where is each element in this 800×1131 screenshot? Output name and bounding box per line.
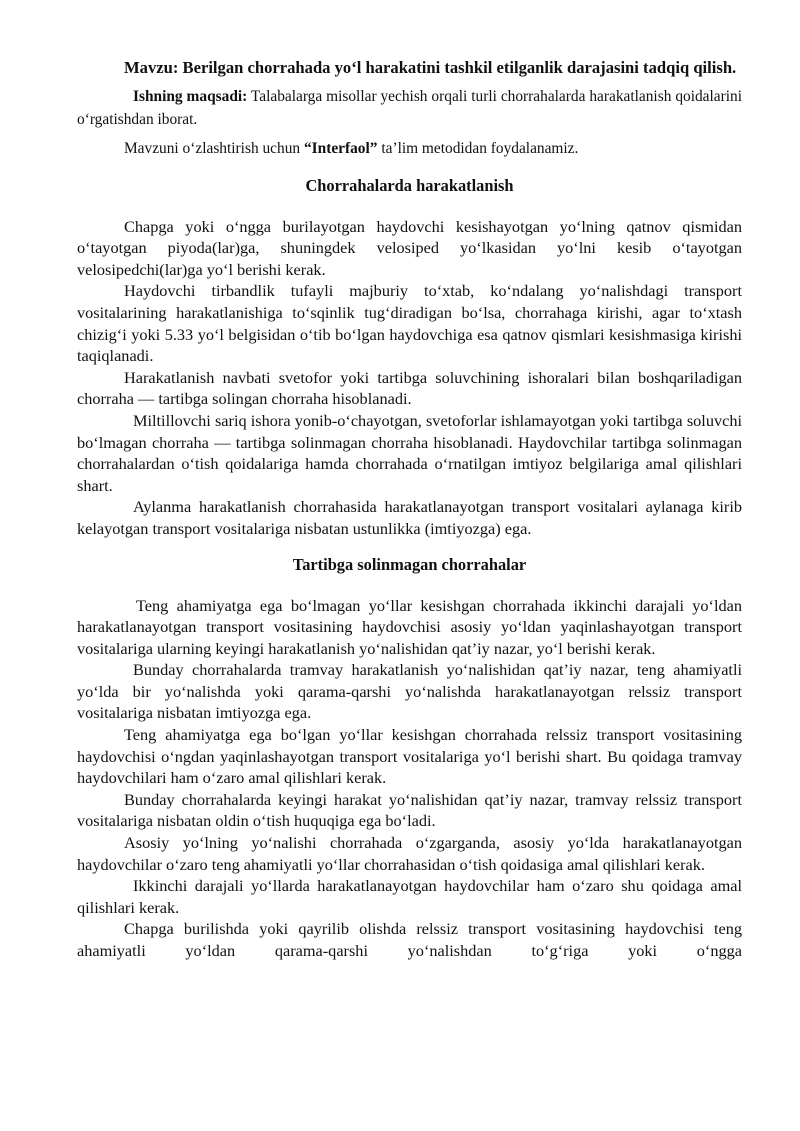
- method-bold: “Interfaol”: [303, 140, 378, 157]
- section1-heading: Chorrahalarda harakatlanish: [305, 175, 514, 195]
- topic-title: Mavzu: Berilgan chorrahada yo‘l harakatini tashkil etilganlik darajasini tadqiq qilish.: [124, 58, 737, 77]
- section2-paragraph: Bunday chorrahalarda keyingi harakat yo‘nalishidan qat’iy nazar, tramvay relssiz transport vositalariga nisbatan oldin o‘tish huquqiga ega bo‘ladi.: [77, 789, 742, 831]
- section1-paragraph: Haydovchi tirbandlik tufayli majburiy to‘xtab, ko‘ndalang yo‘nalishdagi transport vositalarining harakatlanishiga to‘sqinlik tug‘diradigan bo‘lsa, chorrahaga kirishi, agar to‘xtash chizig‘i yoki 5.33 yo‘l belgisidan o‘tib bo‘lgan haydovchiga esa qatnov qismlari kesishmasiga kirishi taqiqlanadi.: [77, 281, 742, 366]
- method-paragraph: [77, 138, 742, 160]
- section2-paragraph: Ikkinchi darajali yo‘llarda harakatlanayotgan haydovchilar ham o‘zaro shu qoidaga amal qilishlari kerak.: [77, 876, 742, 917]
- section2-paragraph: Teng ahamiyatga ega bo‘lmagan yo‘llar kesishgan chorrahada ikkinchi darajali yo‘ldan harakatlanayotgan transport vositasining haydovchisi asosiy yo‘ldan yaqinlashayotgan transport vositalariga ularning keyingi harakatlanish yo‘nalishidan qat’iy nazar, yo‘l berishi kerak.: [77, 595, 742, 658]
- method-after: ta’lim metodidan foydalanamiz.: [377, 140, 579, 157]
- section1-paragraph: Harakatlanish navbati svetofor yoki tartibga soluvchining ishoralari bilan boshqariladigan chorraha — tartibga solingan chorraha hisoblanadi.: [77, 367, 742, 409]
- aim-label: Ishning maqsadi:: [133, 88, 248, 105]
- section1-paragraph: Miltillovchi sariq ishora yonib-o‘chayotgan, svetoforlar ishlamayotgan yoki tartibga soluvchi bo‘lmagan chorraha — tartibga solinmagan chorraha hisoblanadi. Haydovchilar tartibga solinmagan chorrahalardan o‘tish qoidalariga hamda chorrahada o‘rnatilgan imtiyoz belgilariga amal qilishlari shart.: [77, 410, 742, 495]
- method-before: Mavzuni o‘zlashtirish uchun: [124, 140, 304, 157]
- aim-text: Talabalarga misollar yechish orqali turli chorrahalarda harakatlanish qoidalarini o‘rgatishdan iborat.: [77, 88, 742, 128]
- section2-paragraph: Asosiy yo‘lning yo‘nalishi chorrahada o‘zgarganda, asosiy yo‘lda harakatlanayotgan haydovchilar o‘zaro teng ahamiyatli yo‘llar chorrahasidan o‘tish qoidasiga amal qilishlari kerak.: [77, 833, 742, 874]
- section2-heading: Tartibga solinmagan chorrahalar: [292, 554, 527, 574]
- section1-paragraph: Chapga yoki o‘ngga burilayotgan haydovchi kesishayotgan yo‘lning qatnov qismidan o‘tayotgan piyoda(lar)ga, shuningdek velosiped yo‘lkasidan yo‘lni kesib o‘tayotgan velosipedchi(lar)ga yo‘l berishi kerak.: [77, 216, 742, 279]
- section2-paragraph: Chapga burilishda yoki qayrilib olishda relssiz transport vositasining haydovchisi teng ahamiyatli yo‘ldan qarama-qarshi yo‘nalishdan to‘g‘riga yoki o‘ngga: [77, 919, 742, 960]
- aim-paragraph: [77, 86, 742, 131]
- section1-paragraph: Aylanma harakatlanish chorrahasida harakatlanayotgan transport vositalari aylanaga kirib kelayotgan transport vositalariga nisbatan ustunlikka (imtiyozga) ega.: [77, 497, 742, 538]
- section2-paragraph: Bunday chorrahalarda tramvay harakatlanish yo‘nalishidan qat’iy nazar, teng ahamiyatli yo‘lda bir yo‘nalishda yoki qarama-qarshi yo‘nalishda harakatlanayotgan relssiz transport vositalariga nisbatan imtiyozga ega.: [77, 660, 742, 723]
- section2-paragraph: Teng ahamiyatga ega bo‘lgan yo‘llar kesishgan chorrahada relssiz transport vositasining haydovchisi o‘ngdan yaqinlashayotgan transport vositalariga yo‘l berishi shart. Bu qoidaga tramvay haydovchilari ham o‘zaro amal qilishlari kerak.: [77, 725, 742, 788]
